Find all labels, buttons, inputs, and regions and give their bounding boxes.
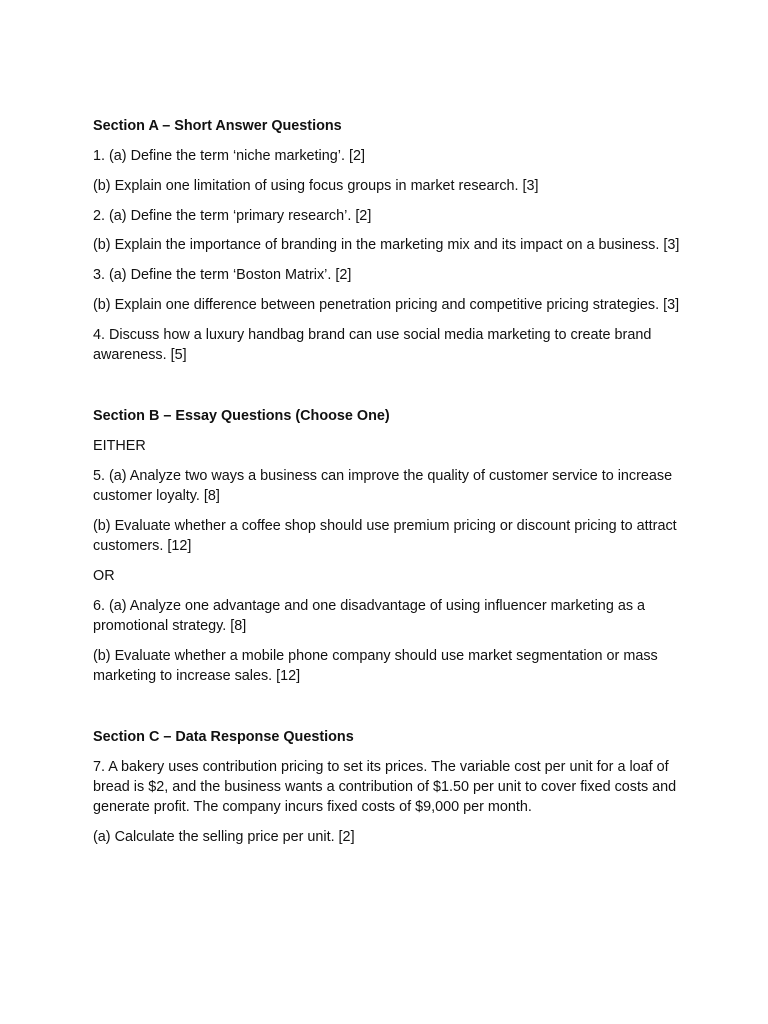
question-3a: 3. (a) Define the term ‘Boston Matrix’. [2] [93,267,352,284]
question-3b: (b) Explain one difference between penetration pricing and competitive pricing strategies. [3] [93,296,680,313]
question-5a: 5. (a) Analyze two ways a business can improve the quality of customer service to increase customer loyalty. [8] [93,467,673,504]
question-6a: 6. (a) Analyze one advantage and one disadvantage of using influencer marketing as a promotional strategy. [8] [93,597,646,634]
or-label: OR [93,567,115,584]
question-7-stem: 7. A bakery uses contribution pricing to set its prices. The variable cost per unit for a loaf of bread is $2, and the business wants a contribution of $1.50 per unit to cover fixed costs and generate profit. The company incurs fixed costs of $9,000 per month. [93,758,677,816]
section-b-heading: Section B – Essay Questions (Choose One) [93,407,390,424]
section-c-heading: Section C – Data Response Questions [93,728,354,745]
section-a-heading: Section A – Short Answer Questions [93,118,342,134]
question-6b: (b) Evaluate whether a mobile phone company should use market segmentation or mass marketing to increase sales. [12] [93,647,658,685]
section-spacer [93,696,683,727]
section-a [93,116,683,365]
question-2a: 2. (a) Define the term ‘primary research’. [2] [93,207,372,224]
question-5b: (b) Evaluate whether a coffee shop should use premium pricing or discount pricing to attract customers. [12] [93,517,677,555]
section-c [93,727,683,848]
document-page [93,116,683,857]
question-2b: (b) Explain the importance of branding in the marketing mix and its impact on a business. [3] [93,237,680,254]
question-1b: (b) Explain one limitation of using focus groups in market research. [3] [93,177,539,194]
question-4: 4. Discuss how a luxury handbag brand can use social media marketing to create brand awareness. [5] [93,326,652,364]
question-1a: 1. (a) Define the term ‘niche marketing’. [2] [93,148,365,164]
either-label: EITHER [93,437,146,454]
section-spacer [93,375,683,406]
section-b [93,406,683,686]
question-7a: (a) Calculate the selling price per unit. [2] [93,829,355,846]
